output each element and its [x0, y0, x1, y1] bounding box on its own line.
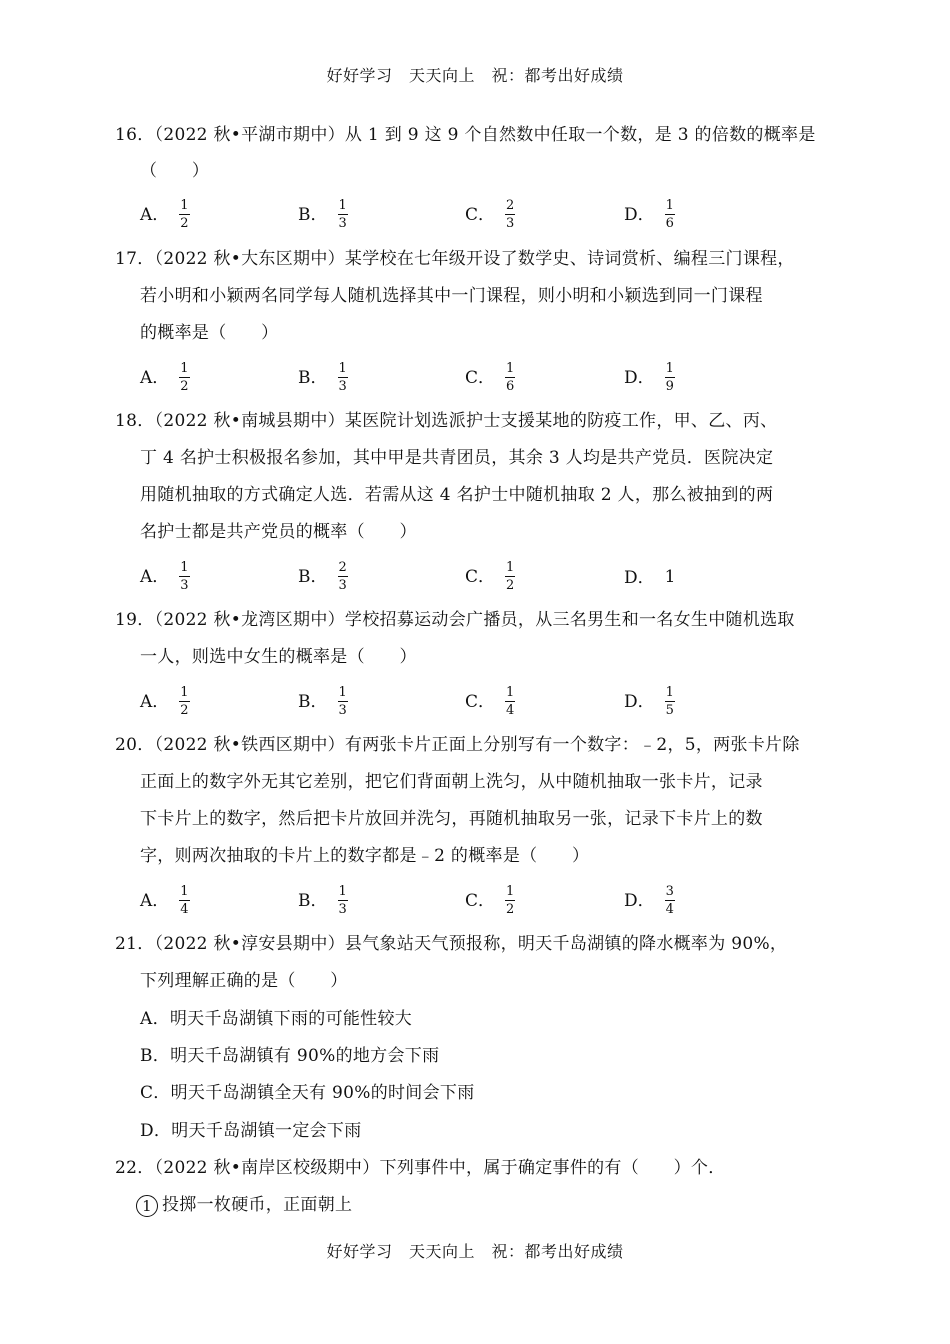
q16-option-d[interactable] — [624, 198, 675, 231]
q21-option-a[interactable]: A．明天千岛湖镇下雨的可能性较大 — [140, 1009, 413, 1029]
option-label: B． — [298, 691, 328, 712]
fraction: $\frac{2}{3}$ — [506, 198, 515, 231]
q20-line-1: 20．（2022 秋•铁西区期中）有两张卡片正面上分别写有一个数字：﹣2，5，两张卡片除 — [115, 735, 800, 755]
q18-line-3: 用随机抽取的方式确定人选．若需从这 4 名护士中随机抽取 2 人，那么被抽到的两 — [140, 485, 774, 505]
fraction: $\frac{1}{3}$ — [338, 685, 347, 718]
q17-option-d[interactable] — [624, 361, 675, 394]
option-label: B． — [298, 890, 328, 911]
fraction: $\frac{1}{5}$ — [665, 685, 674, 718]
q19-line-1: 19．（2022 秋•龙湾区期中）学校招募运动会广播员，从三名男生和一名女生中随机选取 — [115, 610, 795, 630]
q20-option-c[interactable] — [465, 884, 515, 917]
fraction: $\frac{2}{3}$ — [338, 560, 347, 593]
q21-option-c[interactable]: C．明天千岛湖镇全天有 90%的时间会下雨 — [140, 1083, 475, 1103]
q20-line-3: 下卡片上的数字，然后把卡片放回并洗匀，再随机抽取另一张，记录下卡片上的数 — [140, 809, 763, 829]
q17-option-c[interactable] — [465, 361, 515, 394]
circled-number-1: 1 — [136, 1195, 158, 1217]
q20-option-b[interactable] — [298, 884, 348, 917]
q17-line-3: 的概率是（ ） — [140, 323, 279, 343]
q16-line-1: 16．（2022 秋•平湖市期中）从 1 到 9 这 9 个自然数中任取一个数，是 3 的倍数的概率是 — [115, 125, 816, 145]
q22-line-1: 22．（2022 秋•南岸区校级期中）下列事件中，属于确定事件的有（ ）个． — [115, 1158, 726, 1178]
q16-option-a[interactable] — [140, 198, 190, 231]
q22-item-1 — [136, 1194, 352, 1217]
q18-line-2: 丁 4 名护士积极报名参加，其中甲是共青团员，其余 3 人均是共产党员．医院决定 — [140, 448, 774, 468]
fraction: $\frac{1}{9}$ — [665, 361, 674, 394]
q20-line-2: 正面上的数字外无其它差别，把它们背面朝上洗匀，从中随机抽取一张卡片，记录 — [140, 772, 763, 792]
q18-line-1: 18．（2022 秋•南城县期中）某医院计划选派护士支援某地的防疫工作，甲、乙、丙、 — [115, 411, 778, 431]
option-label: C． — [465, 691, 496, 712]
fraction: $\frac{1}{3}$ — [338, 198, 347, 231]
option-label: A． — [140, 204, 170, 225]
fraction: $\frac{1}{4}$ — [180, 884, 189, 917]
option-value: 1 — [664, 567, 676, 587]
page-header: 好好学习 天天向上 祝：都考出好成绩 — [326, 66, 624, 85]
fraction: $\frac{1}{2}$ — [506, 884, 515, 917]
q18-option-a[interactable] — [140, 560, 190, 593]
q19-option-c[interactable] — [465, 685, 515, 718]
q21-option-b[interactable]: B．明天千岛湖镇有 90%的地方会下雨 — [140, 1046, 440, 1066]
q19-line-2: 一人，则选中女生的概率是（ ） — [140, 647, 417, 667]
q18-line-4: 名护士都是共产党员的概率（ ） — [140, 522, 417, 542]
option-label: B． — [298, 204, 328, 225]
q19-option-b[interactable] — [298, 685, 348, 718]
q18-option-d[interactable] — [624, 566, 675, 589]
fraction: $\frac{1}{3}$ — [338, 884, 347, 917]
option-label: D． — [624, 691, 655, 712]
q18-option-c[interactable] — [465, 560, 515, 593]
fraction: $\frac{1}{4}$ — [506, 685, 515, 718]
fraction: $\frac{1}{2}$ — [180, 361, 189, 394]
option-label: C． — [465, 204, 496, 225]
option-label: A． — [140, 890, 170, 911]
option-label: D． — [624, 890, 655, 911]
q22-item-1-text: 投掷一枚硬币，正面朝上 — [162, 1195, 353, 1215]
option-label: C． — [465, 890, 496, 911]
option-label: C． — [465, 367, 496, 388]
q17-option-b[interactable] — [298, 361, 348, 394]
q19-option-d[interactable] — [624, 685, 675, 718]
q17-line-2: 若小明和小颖两名同学每人随机选择其中一门课程，则小明和小颖选到同一门课程 — [140, 286, 763, 306]
q21-line-1: 21．（2022 秋•淳安县期中）县气象站天气预报称，明天千岛湖镇的降水概率为 90%， — [115, 934, 788, 954]
page-footer: 好好学习 天天向上 祝：都考出好成绩 — [326, 1242, 624, 1261]
fraction: $\frac{1}{6}$ — [506, 361, 515, 394]
fraction: $\frac{1}{3}$ — [180, 560, 189, 593]
q21-option-d[interactable]: D．明天千岛湖镇一定会下雨 — [140, 1121, 362, 1141]
fraction: $\frac{3}{4}$ — [665, 884, 674, 917]
q16-option-b[interactable] — [298, 198, 348, 231]
q16-line-2: （ ） — [140, 161, 210, 181]
q19-option-a[interactable] — [140, 685, 190, 718]
option-label: A． — [140, 566, 170, 587]
fraction: $\frac{1}{6}$ — [665, 198, 674, 231]
q16-option-c[interactable] — [465, 198, 515, 231]
fraction: $\frac{1}{3}$ — [338, 361, 347, 394]
option-label: D． — [624, 367, 655, 388]
q20-line-4: 字，则两次抽取的卡片上的数字都是﹣2 的概率是（ ） — [140, 846, 590, 866]
q20-option-d[interactable] — [624, 884, 675, 917]
option-label: A． — [140, 367, 170, 388]
option-label: C． — [465, 566, 496, 587]
option-label: B． — [298, 367, 328, 388]
q20-option-a[interactable] — [140, 884, 190, 917]
q18-option-b[interactable] — [298, 560, 348, 593]
fraction: $\frac{1}{2}$ — [506, 560, 515, 593]
q17-line-1: 17．（2022 秋•大东区期中）某学校在七年级开设了数学史、诗词赏析、编程三门课程， — [115, 249, 795, 269]
option-label: A． — [140, 691, 170, 712]
fraction: $\frac{1}{2}$ — [180, 198, 189, 231]
q21-line-2: 下列理解正确的是（ ） — [140, 971, 348, 991]
option-label: D． — [624, 204, 655, 225]
fraction: $\frac{1}{2}$ — [180, 685, 189, 718]
option-label: D． — [624, 567, 655, 588]
q17-option-a[interactable] — [140, 361, 190, 394]
option-label: B． — [298, 566, 328, 587]
